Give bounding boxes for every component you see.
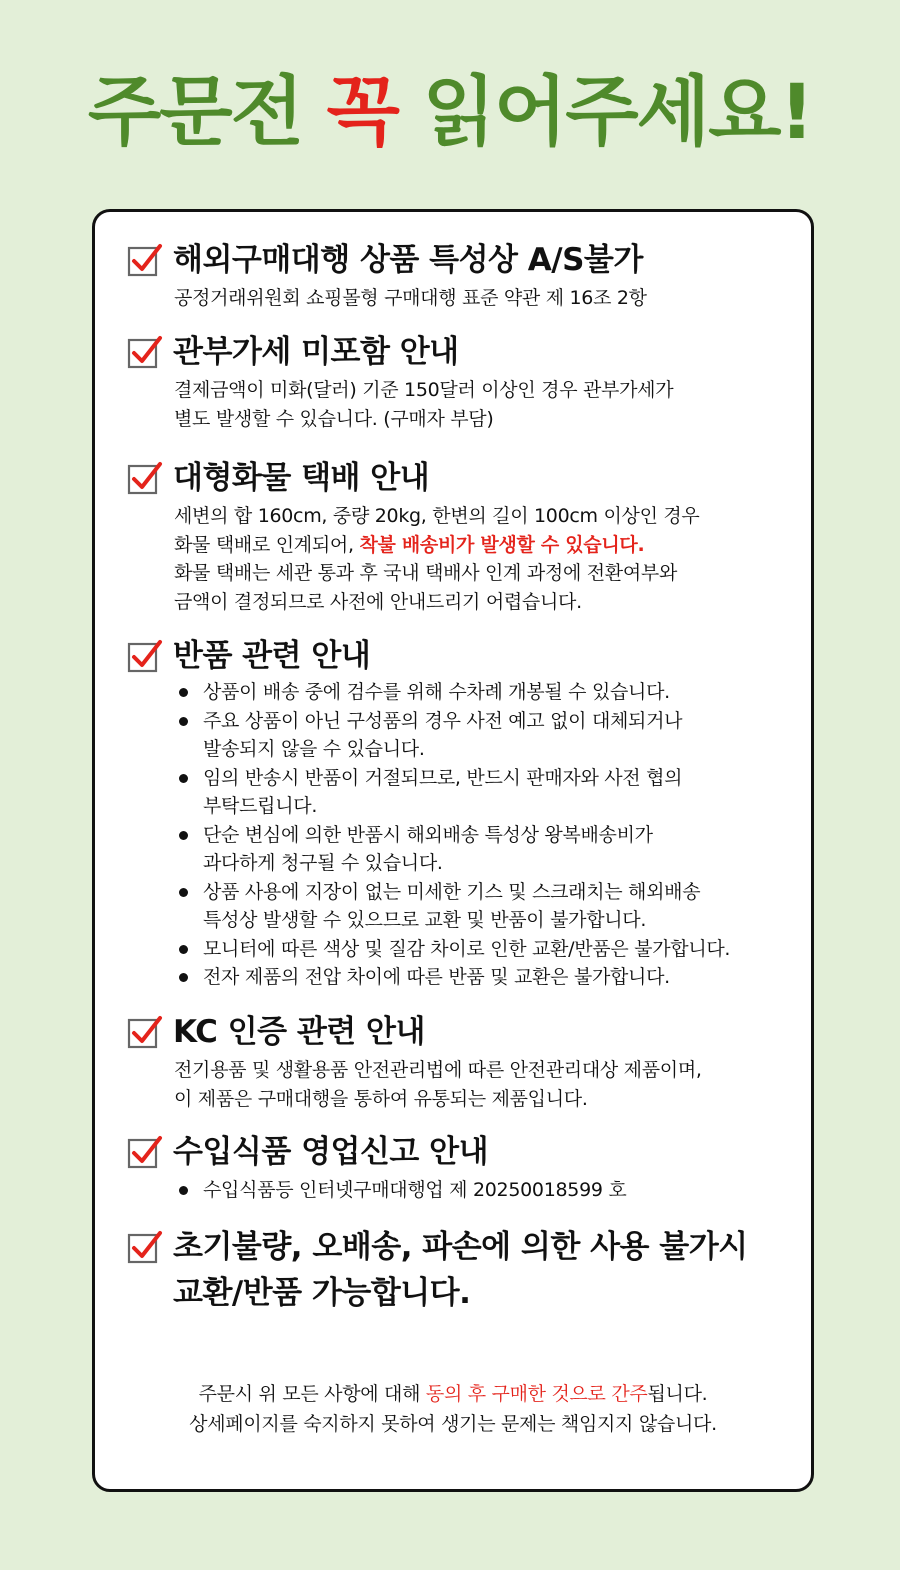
section-food-import xyxy=(127,1132,797,1205)
list-item xyxy=(177,678,797,707)
list-item xyxy=(177,963,797,992)
section-body xyxy=(127,284,797,313)
bullet-line: 주요 상품이 아닌 구성품의 경우 사전 예고 없이 대체되거나 xyxy=(203,709,683,732)
checkbox-check-icon xyxy=(127,1229,163,1265)
bullet-line: 부탁드립니다. xyxy=(203,795,318,817)
heading-text: 수입식품 영업신고 안내 xyxy=(173,1134,489,1170)
section-kc xyxy=(127,1012,797,1113)
heading-text: 대형화물 택배 안내 xyxy=(173,460,430,496)
list-item xyxy=(177,878,797,935)
checkbox-check-icon xyxy=(127,460,163,496)
checkbox-check-icon xyxy=(127,1134,163,1170)
bullet-line: 단순 변심에 의한 반품시 해외배송 특성상 왕복배송비가 xyxy=(203,823,653,846)
section-body xyxy=(127,376,797,433)
heading-line: 초기불량, 오배송, 파손에 의한 사용 불가시 xyxy=(173,1229,748,1265)
body-line: 이 제품은 구매대행을 통하여 유통되는 제품입니다. xyxy=(174,1087,588,1110)
section-heading xyxy=(127,1224,797,1316)
title-part1: 주문전 xyxy=(87,67,327,156)
section-body xyxy=(127,1056,797,1113)
body-line: 전기용품 및 생활용품 안전관리법에 따른 안전관리대상 제품이며, xyxy=(174,1059,702,1081)
footer-text: 주문시 위 모든 사항에 대해 xyxy=(198,1383,426,1405)
bullet-line: 특성상 발생할 수 있으므로 교환 및 반품이 불가합니다. xyxy=(203,909,647,931)
section-body xyxy=(127,502,797,616)
list-item xyxy=(177,935,797,964)
section-as xyxy=(127,240,797,313)
body-line: 세변의 합 160cm, 중량 20kg, 한변의 길이 100cm 이상인 경우 xyxy=(174,505,700,527)
bullet-line: 과다하게 청구될 수 있습니다. xyxy=(203,852,443,874)
section-heading xyxy=(127,636,797,676)
checkbox-check-icon xyxy=(127,242,163,278)
heading-text: 반품 관련 안내 xyxy=(173,638,371,674)
bullet-line: 수입식품등 인터넷구매대행업 제 20250018599 호 xyxy=(203,1179,627,1201)
warning-text: 착불 배송비가 발생할 수 있습니다. xyxy=(359,533,645,556)
section-heading xyxy=(127,458,797,498)
heading-line: 교환/반품 가능합니다. xyxy=(173,1275,471,1311)
heading-text: 관부가세 미포함 안내 xyxy=(173,334,459,370)
bullet-line: 임의 반송시 반품이 거절되므로, 반드시 판매자와 사전 협의 xyxy=(203,766,683,789)
notice-card xyxy=(92,209,814,1492)
food-import-list xyxy=(127,1176,797,1205)
returns-list xyxy=(127,678,797,992)
checkbox-check-icon xyxy=(127,334,163,370)
list-item xyxy=(177,707,797,764)
list-item xyxy=(177,1176,797,1205)
heading-text xyxy=(173,1224,748,1316)
heading-text: 해외구매대행 상품 특성상 A/S불가 xyxy=(173,242,643,278)
list-item xyxy=(177,764,797,821)
body-line: 화물 택배는 세관 통과 후 국내 택배사 인계 과정에 전환여부와 xyxy=(174,562,678,584)
section-customs xyxy=(127,332,797,433)
section-heading xyxy=(127,240,797,280)
bullet-line: 상품이 배송 중에 검수를 위해 수차례 개봉될 수 있습니다. xyxy=(203,681,670,703)
heading-text: KC 인증 관련 안내 xyxy=(173,1014,425,1050)
agreement-notice xyxy=(95,1379,811,1439)
section-heading xyxy=(127,1132,797,1172)
body-line xyxy=(174,531,797,560)
page-title xyxy=(0,62,900,162)
list-item xyxy=(177,821,797,878)
title-part2: 읽어주세요! xyxy=(397,67,813,156)
checkbox-check-icon xyxy=(127,638,163,674)
checkbox-check-icon xyxy=(127,1014,163,1050)
bullet-line: 모니터에 따른 색상 및 질감 차이로 인한 교환/반품은 불가합니다. xyxy=(203,937,731,960)
section-freight xyxy=(127,458,797,616)
body-line: 별도 발생할 수 있습니다. (구매자 부담) xyxy=(174,407,494,430)
bullet-line: 발송되지 않을 수 있습니다. xyxy=(203,738,425,760)
footer-line xyxy=(95,1379,811,1409)
body-line: 결제금액이 미화(달러) 기준 150달러 이상인 경우 관부가세가 xyxy=(174,379,674,401)
section-heading xyxy=(127,1012,797,1052)
footer-highlight: 동의 후 구매한 것으로 간주 xyxy=(425,1383,648,1405)
footer-line: 상세페이지를 숙지하지 못하여 생기는 문제는 책임지지 않습니다. xyxy=(189,1413,717,1435)
section-returns xyxy=(127,636,797,992)
bullet-line: 전자 제품의 전압 차이에 따른 반품 및 교환은 불가합니다. xyxy=(203,966,670,988)
body-line: 금액이 결정되므로 사전에 안내드리기 어렵습니다. xyxy=(174,590,582,613)
section-defect-exchange xyxy=(127,1224,797,1316)
body-text: 화물 택배로 인계되어, xyxy=(174,533,360,556)
body-line: 공정거래위원회 쇼핑몰형 구매대행 표준 약관 제 16조 2항 xyxy=(174,287,647,309)
section-heading xyxy=(127,332,797,372)
bullet-line: 상품 사용에 지장이 없는 미세한 기스 및 스크래치는 해외배송 xyxy=(203,880,701,903)
footer-text: 됩니다. xyxy=(647,1383,708,1405)
title-highlight: 꼭 xyxy=(326,67,398,156)
